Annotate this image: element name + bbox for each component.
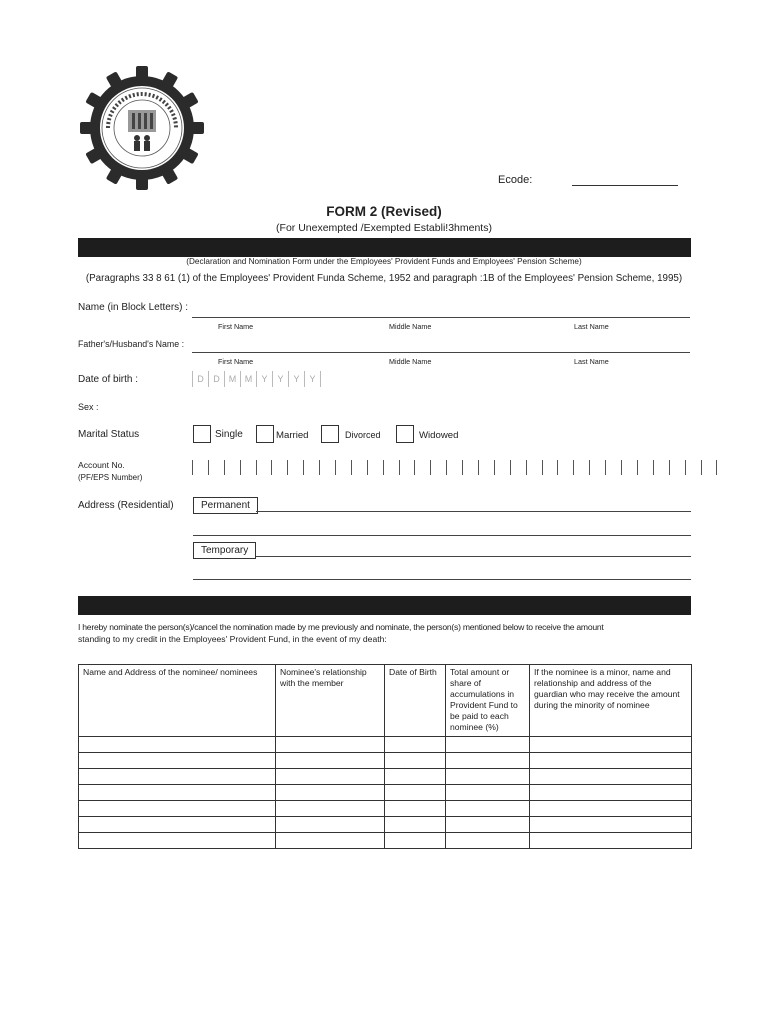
form-subtitle: (For Unexempted /Exempted Establi!3hments) (276, 222, 492, 234)
account-digit-box[interactable] (335, 460, 351, 475)
name-first-caption: First Name (218, 322, 254, 331)
table-cell[interactable] (385, 801, 446, 817)
table-cell[interactable] (79, 817, 276, 833)
table-cell[interactable] (530, 753, 692, 769)
table-cell[interactable] (79, 801, 276, 817)
account-digit-box[interactable] (208, 460, 224, 475)
account-digit-box[interactable] (478, 460, 494, 475)
declaration-line-2: (Paragraphs 33 8 61 (1) of the Employees' Provident Funda Scheme, 1952 and paragraph :1B of the Employees' Pension Scheme, 1995) (85, 273, 683, 284)
divorced-checkbox[interactable] (321, 425, 339, 443)
account-digit-box[interactable] (351, 460, 367, 475)
account-label: Account No. (78, 460, 125, 470)
name-middle-caption: Middle Name (389, 322, 432, 331)
account-digit-box[interactable] (319, 460, 335, 475)
form-title: FORM 2 (Revised) (326, 204, 442, 219)
ecode-label: Ecode: (498, 174, 533, 186)
table-row (79, 737, 692, 753)
table-cell[interactable] (276, 785, 385, 801)
dob-day-2[interactable]: D (208, 371, 224, 387)
dob-month-2[interactable]: M (240, 371, 256, 387)
table-cell[interactable] (530, 817, 692, 833)
widowed-label: Widowed (419, 430, 459, 441)
permanent-address-line-1[interactable] (256, 511, 691, 512)
account-digit-box[interactable] (287, 460, 303, 475)
married-label: Married (276, 430, 309, 441)
account-digit-box[interactable] (256, 460, 272, 475)
account-digit-box[interactable] (526, 460, 542, 475)
dob-month-1[interactable]: M (224, 371, 240, 387)
table-cell[interactable] (79, 833, 276, 849)
table-cell[interactable] (530, 801, 692, 817)
col-name-address: Name and Address of the nominee/ nominees (79, 665, 276, 737)
nominee-table (78, 664, 692, 849)
table-cell[interactable] (530, 769, 692, 785)
single-checkbox[interactable] (193, 425, 211, 443)
account-digit-box[interactable] (573, 460, 589, 475)
account-digit-box[interactable] (240, 460, 256, 475)
nominee-table-header (79, 665, 692, 737)
dob-day-1[interactable]: D (192, 371, 208, 387)
account-digit-box[interactable] (399, 460, 415, 475)
account-digit-box[interactable] (542, 460, 558, 475)
temporary-address-line-1[interactable] (256, 556, 691, 557)
father-middle-caption: Middle Name (389, 357, 432, 366)
account-digit-box[interactable] (701, 460, 718, 475)
account-digit-box[interactable] (685, 460, 701, 475)
table-row (79, 833, 692, 849)
table-cell[interactable] (446, 785, 530, 801)
account-digit-box[interactable] (637, 460, 653, 475)
sex-label: Sex : (78, 402, 99, 412)
account-digit-box[interactable] (462, 460, 478, 475)
father-husband-input-line[interactable] (192, 352, 690, 353)
table-cell[interactable] (446, 753, 530, 769)
table-cell[interactable] (446, 737, 530, 753)
father-last-caption: Last Name (574, 357, 609, 366)
name-label: Name (in Block Letters) : (78, 302, 189, 313)
table-row (79, 785, 692, 801)
widowed-checkbox[interactable] (396, 425, 414, 443)
account-digit-box[interactable] (510, 460, 526, 475)
table-row (79, 769, 692, 785)
account-digit-box[interactable] (653, 460, 669, 475)
account-sublabel: (PF/EPS Number) (78, 473, 143, 482)
col-dob: Date of Birth (385, 665, 446, 737)
married-checkbox[interactable] (256, 425, 274, 443)
temporary-address-box: Temporary (193, 542, 256, 559)
table-cell[interactable] (276, 769, 385, 785)
account-digit-box[interactable] (271, 460, 287, 475)
table-cell[interactable] (385, 753, 446, 769)
dob-label: Date of birth : (78, 374, 139, 385)
account-digit-box[interactable] (414, 460, 430, 475)
account-digit-box[interactable] (224, 460, 240, 475)
table-cell[interactable] (385, 785, 446, 801)
account-digit-box[interactable] (430, 460, 446, 475)
temporary-address-line-2[interactable] (193, 579, 691, 580)
section-bar-nomination (78, 596, 691, 615)
table-cell[interactable] (530, 833, 692, 849)
col-share: Total amount or share of accumulations in Provident Fund to be paid to each nominee (%) (446, 665, 530, 737)
nomination-intro (78, 621, 694, 645)
epfo-seal-logo (80, 66, 204, 190)
account-digit-box[interactable] (669, 460, 685, 475)
declaration-line-1: (Declaration and Nomination Form under the Employees' Provident Funds and Employees' Pension Scheme) (186, 257, 582, 266)
dob-input-boxes[interactable] (192, 371, 321, 387)
table-cell[interactable] (79, 785, 276, 801)
ecode-input-line[interactable] (572, 185, 678, 186)
col-guardian: If the nominee is a minor, name and relationship and address of the guardian who may receive the amount during the minority of nominee (530, 665, 692, 737)
nomination-intro-line-2: standing to my credit in the Employees' Provident Fund, in the event of my death: (78, 634, 387, 644)
table-cell[interactable] (385, 737, 446, 753)
permanent-address-box: Permanent (193, 497, 258, 514)
account-digit-box[interactable] (446, 460, 462, 475)
account-digit-box[interactable] (557, 460, 573, 475)
account-digit-box[interactable] (383, 460, 399, 475)
col-relationship: Nominee's relationship with the member (276, 665, 385, 737)
account-digit-box[interactable] (605, 460, 621, 475)
dob-year-4[interactable]: Y (304, 371, 321, 387)
permanent-address-line-2[interactable] (193, 535, 691, 536)
single-label: Single (215, 429, 243, 440)
table-cell[interactable] (276, 833, 385, 849)
account-digit-box[interactable] (621, 460, 637, 475)
divorced-label: Divorced (345, 430, 381, 440)
nomination-intro-line-1: I hereby nominate the person(s)/cancel the nomination made by me previously and nominate, the person(s) mentioned below to receive the amount (78, 622, 604, 632)
table-cell[interactable] (446, 801, 530, 817)
account-digit-box[interactable] (192, 460, 208, 475)
account-digit-box[interactable] (303, 460, 319, 475)
table-cell[interactable] (79, 737, 276, 753)
table-row (79, 753, 692, 769)
table-cell[interactable] (79, 769, 276, 785)
marital-status-label: Marital Status (78, 429, 140, 440)
table-cell[interactable] (385, 833, 446, 849)
dob-year-1[interactable]: Y (256, 371, 272, 387)
table-cell[interactable] (530, 737, 692, 753)
father-husband-label: Father's/Husband's Name : (78, 339, 185, 349)
account-digit-box[interactable] (589, 460, 605, 475)
account-digit-box[interactable] (367, 460, 383, 475)
section-bar-top (78, 238, 691, 257)
table-cell[interactable] (446, 817, 530, 833)
table-cell[interactable] (385, 769, 446, 785)
table-row (79, 817, 692, 833)
dob-year-2[interactable]: Y (272, 371, 288, 387)
name-last-caption: Last Name (574, 322, 609, 331)
table-cell[interactable] (530, 785, 692, 801)
table-cell[interactable] (276, 801, 385, 817)
account-number-boxes[interactable] (192, 460, 717, 475)
name-input-line[interactable] (192, 317, 690, 318)
table-cell[interactable] (385, 817, 446, 833)
address-label: Address (Residential) (78, 500, 174, 511)
table-cell[interactable] (276, 737, 385, 753)
table-cell[interactable] (79, 753, 276, 769)
table-cell[interactable] (276, 753, 385, 769)
table-cell[interactable] (446, 833, 530, 849)
father-first-caption: First Name (218, 357, 254, 366)
account-digit-box[interactable] (494, 460, 510, 475)
table-row (79, 801, 692, 817)
dob-year-3[interactable]: Y (288, 371, 304, 387)
table-cell[interactable] (446, 769, 530, 785)
table-cell[interactable] (276, 817, 385, 833)
